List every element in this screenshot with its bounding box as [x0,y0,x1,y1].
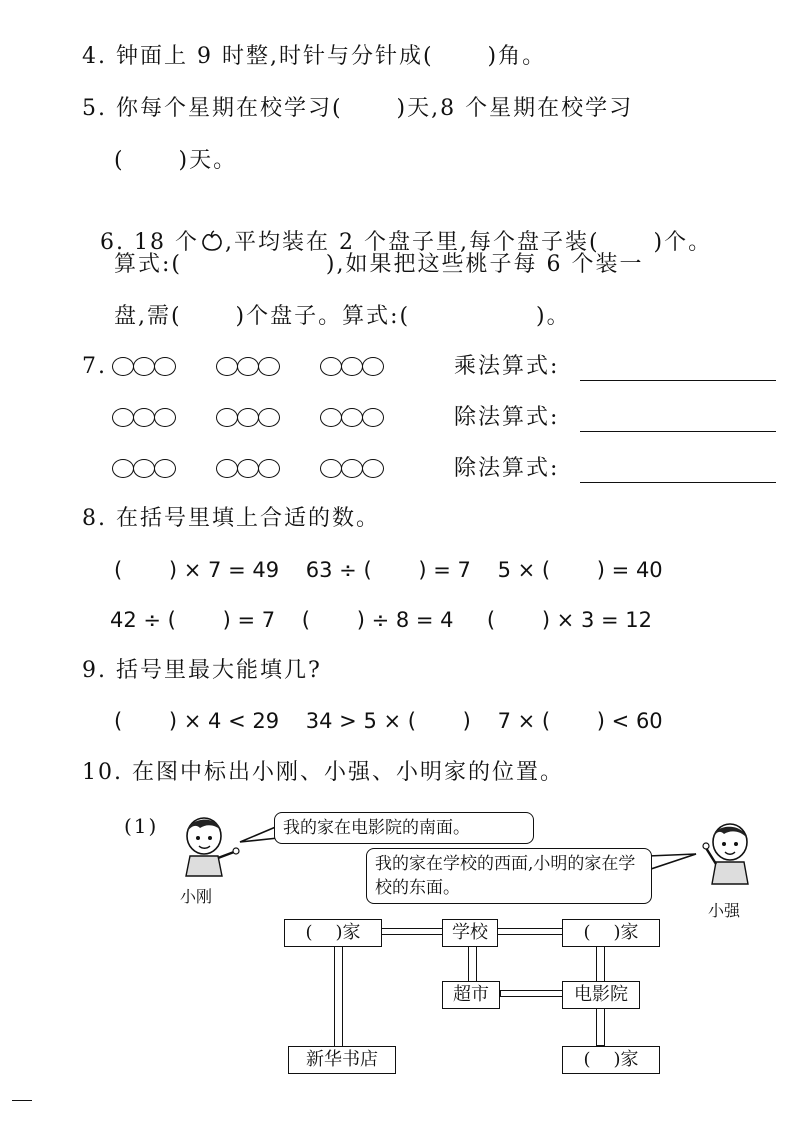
question-6-line-2: 算式:( ),如果把这些桃子每 6 个装一 [114,252,644,277]
circle-group [112,459,175,478]
xiaogang-name: 小刚 [180,887,213,906]
road [334,944,343,1048]
circle-group [216,408,279,427]
circle-group [112,357,175,376]
road [596,1008,605,1046]
road [500,990,564,997]
map-home-bottom[interactable]: ( )家 [562,1046,660,1074]
bubble-tail [648,850,698,880]
question-6-line-3: 盘,需( )个盘子。算式:( )。 [114,304,571,329]
map-cinema: 电影院 [562,981,640,1009]
question-8-row-2: 42 ÷ ( ) = 7 ( ) ÷ 8 = 4 ( ) × 3 = 12 [110,608,652,632]
circle-group [320,459,383,478]
question-4: 4. 钟面上 9 时整,时针与分针成( )角。 [82,44,547,69]
boy-xiaoqiang-icon [698,818,760,890]
road [380,928,446,935]
question-7-number: 7. [82,354,107,379]
circle-group [216,357,279,376]
sub-question-label: (1) [124,814,159,838]
speech-bubble-xiaogang: 我的家在电影院的南面。 [274,812,534,844]
answer-line[interactable] [580,482,776,483]
answer-line[interactable] [580,431,776,432]
circle-group [320,357,383,376]
circle-group [112,408,175,427]
multiplication-label: 乘法算式: [454,354,560,379]
road [468,944,477,982]
page-corner-mark [12,1100,32,1101]
road [596,944,605,982]
question-5-line-2: ( )天。 [114,148,238,173]
map-bookstore: 新华书店 [288,1046,396,1074]
question-8-row-1: ( ) × 7 = 49 63 ÷ ( ) = 7 5 × ( ) = 40 [114,558,663,582]
map-school: 学校 [442,919,498,947]
map-home-left[interactable]: ( )家 [284,919,382,947]
question-9-row-1: ( ) × 4 < 29 34 > 5 × ( ) 7 × ( ) < 60 [114,709,663,733]
bubble-tail [238,820,278,850]
question-5-line-1: 5. 你每个星期在校学习( )天,8 个星期在校学习 [82,96,634,121]
question-8: 8. 在括号里填上合适的数。 [82,506,380,531]
question-9: 9. 括号里最大能填几? [82,658,322,683]
peach-icon [199,230,225,252]
question-6-prefix: 6. 18 个 [100,230,199,255]
division-label: 除法算式: [454,456,560,481]
circle-group [216,459,279,478]
question-10: 10. 在图中标出小刚、小强、小明家的位置。 [82,760,564,785]
road [496,928,564,935]
division-label: 除法算式: [454,405,560,430]
map-supermarket: 超市 [442,981,500,1009]
boy-xiaogang-icon [176,812,242,882]
xiaoqiang-name: 小强 [708,901,741,920]
map-home-right[interactable]: ( )家 [562,919,660,947]
question-6-suffix: ,平均装在 2 个盘子里,每个盘子装( )个。 [224,230,713,255]
answer-line[interactable] [580,380,776,381]
question-6-line-1 [82,198,712,258]
speech-bubble-xiaoqiang: 我的家在学校的西面,小明的家在学校的东面。 [366,848,652,904]
circle-group [320,408,383,427]
